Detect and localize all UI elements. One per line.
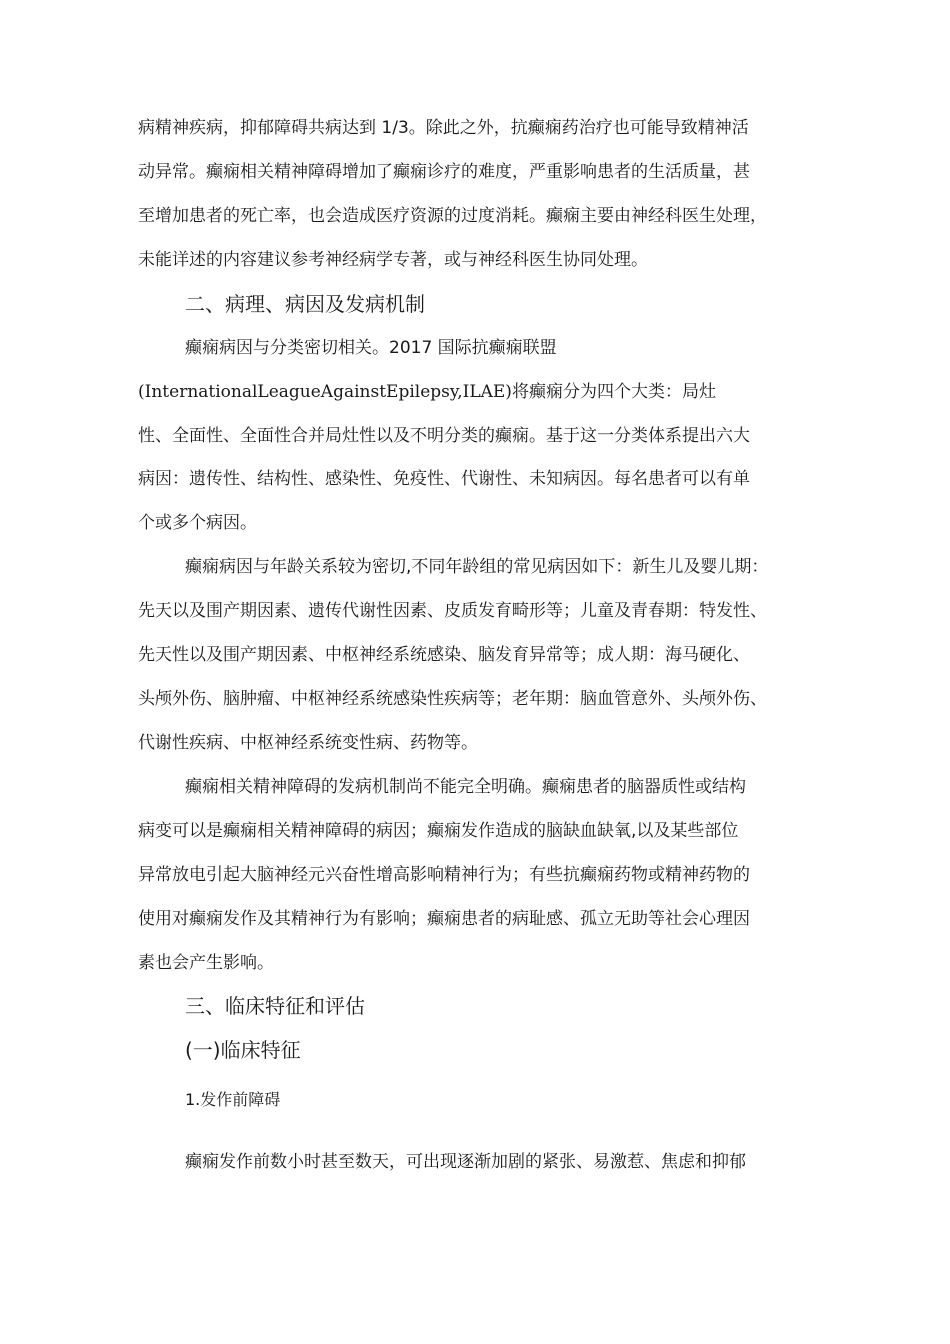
body-text-line: 癫痫发作前数小时甚至数天，可出现逐渐加剧的紧张、易激惹、焦虑和抑郁 xyxy=(185,1152,746,1172)
body-text-line: 未能详述的内容建议参考神经病学专著，或与神经科医生协同处理。 xyxy=(138,250,648,270)
body-text-line: 先天以及围产期因素、遗传代谢性因素、皮质发育畸形等；儿童及青春期：特发性、 xyxy=(138,601,767,621)
body-text-line: 动异常。癫痫相关精神障碍增加了癫痫诊疗的难度，严重影响患者的生活质量，甚 xyxy=(138,162,750,182)
body-text-line: 病因：遗传性、结构性、感染性、免疫性、代谢性、未知病因。每名患者可以有单 xyxy=(138,469,750,489)
body-text-line: 癫痫相关精神障碍的发病机制尚不能完全明确。癫痫患者的脑器质性或结构 xyxy=(185,777,746,797)
body-text-line: 至增加患者的死亡率，也会造成医疗资源的过度消耗。癫痫主要由神经科医生处理， xyxy=(138,206,767,226)
subsubsection-heading: 1.发作前障碍 xyxy=(185,1090,281,1109)
body-text-line: 头颅外伤、脑肿瘤、中枢神经系统感染性疾病等；老年期：脑血管意外、头颅外伤、 xyxy=(138,689,767,709)
body-text-line: 先天性以及围产期因素、中枢神经系统感染、脑发育异常等；成人期：海马硬化、 xyxy=(138,645,750,665)
section-heading-2: 二、病理、病因及发病机制 xyxy=(185,292,425,316)
body-text-line: 使用对癫痫发作及其精神行为有影响；癫痫患者的病耻感、孤立无助等社会心理因 xyxy=(138,909,750,929)
section-heading-3: 三、临床特征和评估 xyxy=(185,994,365,1018)
body-text-line: 代谢性疾病、中枢神经系统变性病、药物等。 xyxy=(138,733,478,753)
body-text-line: 素也会产生影响。 xyxy=(138,953,274,973)
body-text-line: 个或多个病因。 xyxy=(138,513,257,533)
body-text-line: 病变可以是癫痫相关精神障碍的病因；癫痫发作造成的脑缺血缺氧,以及某些部位 xyxy=(138,821,739,841)
body-text-line: 病精神疾病，抑郁障碍共病达到 1/3。除此之外，抗癫痫药治疗也可能导致精神活 xyxy=(138,118,749,138)
body-text-line: 癫痫病因与分类密切相关。2017 国际抗癫痫联盟 xyxy=(185,338,557,358)
subsection-heading: (一)临床特征 xyxy=(185,1038,301,1062)
body-text-line: 异常放电引起大脑神经元兴奋性增高影响精神行为；有些抗癫痫药物或精神药物的 xyxy=(138,865,750,885)
body-text-line: 癫痫病因与年龄关系较为密切,不同年龄组的常见病因如下：新生儿及婴儿期： xyxy=(185,557,769,577)
body-text-line: 性、全面性、全面性合并局灶性以及不明分类的癫痫。基于这一分类体系提出六大 xyxy=(138,426,750,446)
body-text-line: (InternationalLeagueAgainstEpilepsy,ILAE)将癫痫分为四个大类：局灶 xyxy=(138,382,716,402)
